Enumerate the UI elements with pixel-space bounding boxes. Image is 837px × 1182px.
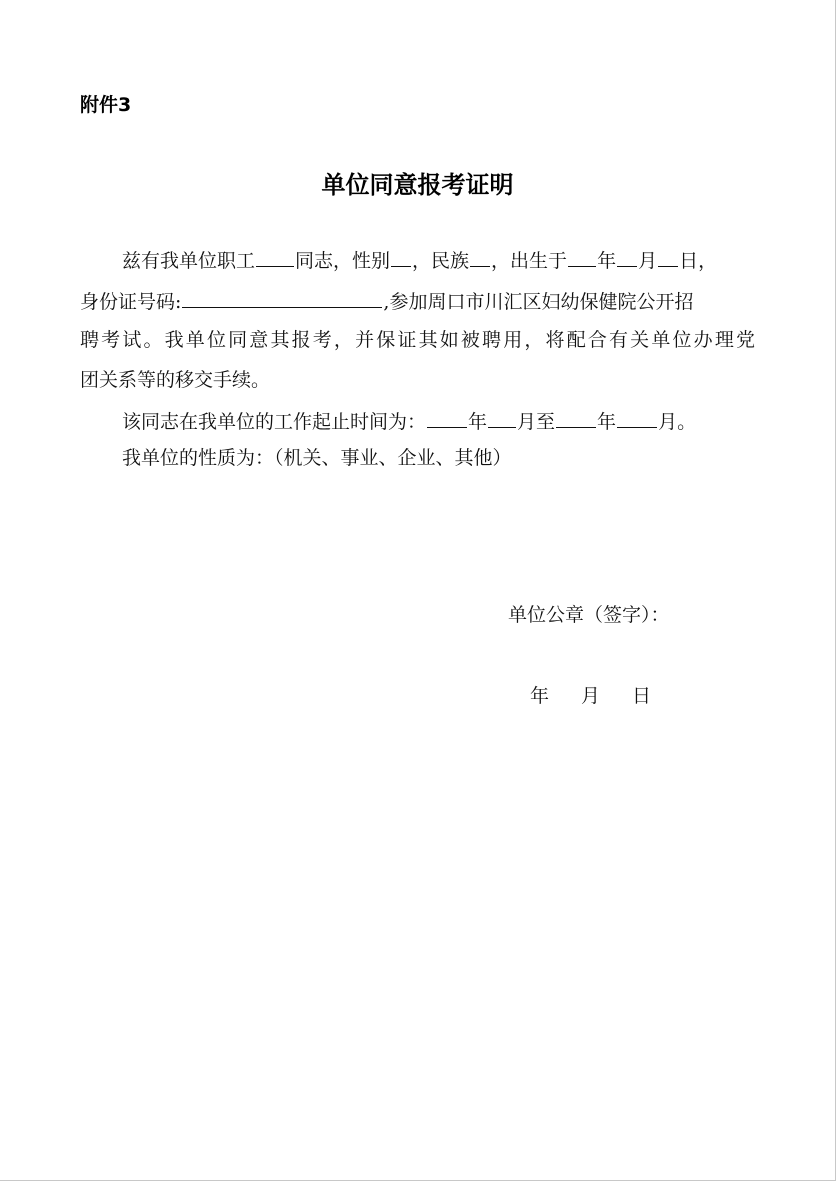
text-born: ，出生于: [491, 250, 568, 272]
text-ethnicity: ，民族: [412, 250, 470, 272]
document-title: 单位同意报考证明: [321, 171, 514, 199]
blank-end-year[interactable]: [556, 408, 596, 428]
paragraph-2: [122, 408, 696, 434]
paragraph-1-line-4: [80, 368, 270, 392]
text-join-exam: ,参加周口市川汇区妇幼保健院公开招: [383, 291, 694, 313]
date-month: 月: [581, 685, 601, 707]
text-consent: 聘考试。我单位同意其报考，并保证其如被聘用，将配合有关单位办理党: [80, 329, 755, 351]
text-year-2: 年: [597, 411, 617, 433]
paragraph-1-line-2: [80, 288, 693, 314]
blank-gender[interactable]: [391, 247, 411, 267]
text-month-to: 月至: [517, 411, 556, 433]
attachment-label: 附件3: [80, 94, 132, 116]
blank-start-month[interactable]: [488, 408, 516, 428]
blank-start-year[interactable]: [427, 408, 467, 428]
text-year-1: 年: [468, 411, 488, 433]
paragraph-1-line-3: [80, 328, 755, 352]
blank-id-number[interactable]: [182, 288, 382, 308]
blank-ethnicity[interactable]: [470, 247, 490, 267]
blank-end-month[interactable]: [617, 408, 657, 428]
date-day: 日: [632, 685, 652, 707]
paragraph-3: [122, 446, 512, 470]
text-work-period: 该同志在我单位的工作起止时间为：: [122, 411, 427, 433]
signature-label: 单位公章（签字）：: [508, 604, 670, 626]
text-day: 日，: [679, 250, 718, 272]
paragraph-1-line-1: [122, 247, 717, 273]
text-month-end: 月。: [658, 411, 697, 433]
blank-birth-year[interactable]: [568, 247, 596, 267]
blank-birth-month[interactable]: [617, 247, 637, 267]
text-month: 月: [638, 250, 658, 272]
signature-date: [530, 681, 651, 708]
text-gender: 同志，性别: [295, 250, 391, 272]
date-year: 年: [530, 685, 550, 707]
text-id-number: 身份证号码:: [80, 291, 182, 313]
text-unit-nature: 我单位的性质为：（机关、事业、企业、其他）: [122, 447, 512, 469]
blank-name[interactable]: [256, 247, 294, 267]
blank-birth-day[interactable]: [658, 247, 678, 267]
text-transfer: 团关系等的移交手续。: [80, 369, 271, 391]
text-employee: 兹有我单位职工: [122, 250, 256, 272]
text-year: 年: [597, 250, 617, 272]
